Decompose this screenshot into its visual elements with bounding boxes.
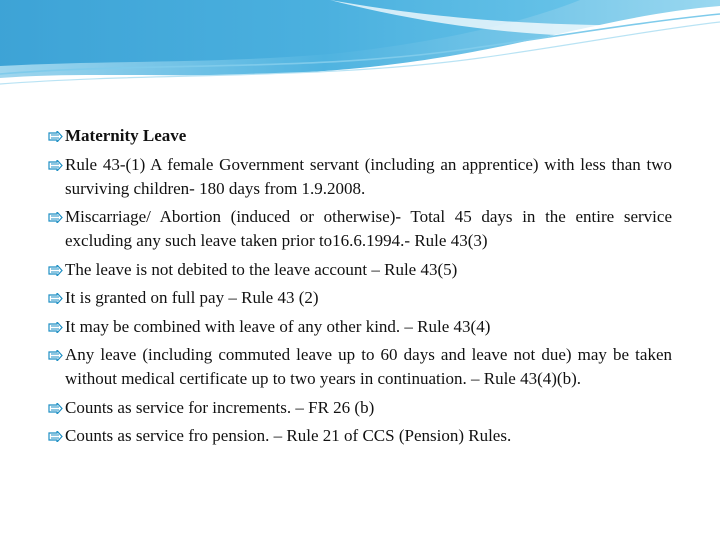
bullet-text: Maternity Leave bbox=[65, 126, 187, 145]
bullet-text: Counts as service for increments. – FR 26 (b) bbox=[65, 397, 375, 417]
bullet-item bbox=[48, 343, 672, 391]
arrow-bullet-icon bbox=[48, 131, 63, 142]
arrow-bullet-icon bbox=[48, 293, 63, 304]
bullet-item bbox=[48, 258, 672, 282]
arrow-bullet-icon bbox=[48, 322, 63, 333]
bullet-item bbox=[48, 286, 672, 310]
arrow-bullet-icon bbox=[48, 212, 63, 223]
bullet-text: Rule 43-(1) A female Government servant (including an apprentice) with less than two surviving children- 180 days from 1.9.2008. bbox=[65, 154, 672, 198]
bullet-item bbox=[48, 205, 672, 253]
bullet-text: It is granted on full pay – Rule 43 (2) bbox=[65, 288, 319, 307]
bullet-item bbox=[48, 153, 672, 201]
bullet-item bbox=[48, 424, 672, 448]
arrow-bullet-icon bbox=[48, 350, 63, 361]
arrow-bullet-icon bbox=[48, 160, 63, 171]
bullet-text: Counts as service fro pension. – Rule 21 of CCS (Pension) Rules. bbox=[65, 426, 512, 445]
arrow-bullet-icon bbox=[48, 403, 63, 414]
bullet-text: It may be combined with leave of any other kind. – Rule 43(4) bbox=[65, 316, 491, 336]
bullet-item bbox=[48, 315, 672, 339]
bullet-item bbox=[48, 124, 672, 148]
bullet-text: Miscarriage/ Abortion (induced or otherwise)- Total 45 days in the entire service excluding any such leave taken prior to16.6.1994.- Rule 43(3) bbox=[65, 207, 672, 250]
bullet-text: Any leave (including commuted leave up to 60 days and leave not due) may be taken without medical certificate up to two years in continuation. – Rule 43(4)(b). bbox=[65, 345, 672, 388]
arrow-bullet-icon bbox=[48, 431, 63, 442]
bullet-item bbox=[48, 396, 672, 420]
bullet-text: The leave is not debited to the leave account – Rule 43(5) bbox=[65, 259, 458, 279]
arrow-bullet-icon bbox=[48, 265, 63, 276]
slide-content bbox=[48, 124, 672, 453]
header-wave-decoration bbox=[0, 0, 720, 92]
